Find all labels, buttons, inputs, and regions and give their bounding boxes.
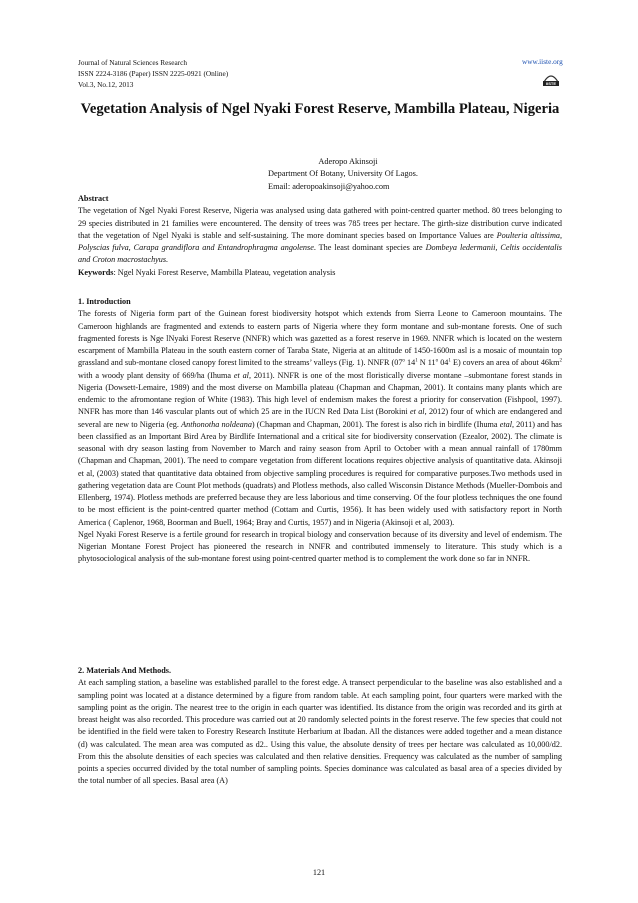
journal-url-link[interactable]: www.iiste.org xyxy=(522,57,563,66)
abstract-section xyxy=(78,193,562,279)
methods-section xyxy=(78,665,562,788)
paper-title: Vegetation Analysis of Ngel Nyaki Forest Reserve, Mambilla Plateau, Nigeria xyxy=(80,101,560,117)
journal-name: Journal of Natural Sciences Research xyxy=(78,58,188,67)
author-block xyxy=(268,156,468,193)
iiste-logo xyxy=(540,68,562,88)
logo-text: IISTE xyxy=(545,81,557,87)
journal-volume: Vol.3, No.12, 2013 xyxy=(78,80,134,89)
methods-paragraph: At each sampling station, a baseline was established parallel to the forest edge. A transect perpendicular to the baseline was also established and a sampling point was located at a distance determined by a figure from random table. At each sampling point, four quarters were marked with the sampling point as the origin. The nearest tree to the origin in each quarter was identified. Its distance from the origin was recorded and its girth at breast height was also recorded. This procedure was carried out at 20 randomly selected points in the forest reserve. The few species that could not be identified in the field were taken to Forestry Research Institute Herbarium at Ibadan. All the distances were added together and a mean distance (d) was calculated. The mean area was computed as d2.. Using this value, the absolute density of trees per hectare was calculated as 10,000/d2. From this the absolute densities of each species was calculated and then relative densities. Frequency was calculated as the number of sampling points a species occurred divided by the total number of sampling points. Species dominance was calculated as basal area of a species divided by the total number of all species. Basal area (A) xyxy=(78,678,562,786)
abstract-text: The vegetation of Ngel Nyaki Forest Reserve, Nigeria was analysed using data gathered with point-centred quarter method. 80 trees belonging to 29 species distributed in 21 families were encountered. The density of trees was 785 trees per hectare. The girth-size distribution curve indicated that the vegetation of Ngel Nyaki is stable and self-sustaining. The more dominant species based on Importance Values are Poulteria altissima, Polyscias fulva, Carapa grandiflora and Entandrophragma angolense. The least dominant species are Dombeya ledermanii, Celtis occidentalis and Croton macrostachyus. xyxy=(78,206,563,265)
journal-issn: ISSN 2224-3186 (Paper) ISSN 2225-0921 (Online) xyxy=(78,69,229,78)
introduction-section xyxy=(78,296,562,566)
introduction-paragraph-2: Ngel Nyaki Forest Reserve is a fertile ground for research in tropical biology and conservation because of its diversity and level of endemism. The Nigerian Montane Forest Project has pioneered the research in NNFR and contributed immensely to literature. This study which is a phytosociological analysis of the sub-montane forest using point-centred quarter method is to complement the work done so far in NNFR. xyxy=(78,529,562,564)
page-number: 121 xyxy=(312,868,326,877)
author-affiliation: Department Of Botany, University Of Lagos. xyxy=(268,169,418,179)
abstract-heading: Abstract xyxy=(78,194,109,203)
author-email: Email: aderopoakinsoji@yahoo.com xyxy=(268,181,390,191)
author-name: Aderopo Akinsoji xyxy=(318,157,378,166)
keywords: Keywords: Ngel Nyaki Forest Reserve, Mambilla Plateau, vegetation analysis xyxy=(78,267,336,277)
introduction-heading: 1. Introduction xyxy=(78,297,131,306)
introduction-paragraph-1: The forests of Nigeria form part of the Guinean forest biodiversity hotspot which extends from Sierra Leone to Cameroon mountains. The Cameroon highlands are fragmented and extends to eastern parts of Nigeria where they form montane and sub-montane forests. One of such fragmented forests is Nge lNyaki Forest Reserve (NNFR) which was gazetted as a forest reserve in 1969. NNFR which is located on the western escarpment of Mambilla Plateau in the south eastern corner of Taraba State, Nigeria at an altitude of 1450-1600m asl is a mosaic of mountain top grassland and sub-montane closed canopy forest limited to the streams’ valleys (Fig. 1). NNFR (07$^o$ $14^1$ N 11$^o$ $04^1$ E) covers an area of about $46km^2$ with a woody plant density of 669/ha (Ihuma et al, 2011). NNFR is one of the most floristically diverse montane –submontane forest stands in Nigeria (Dowsett-Lemaire, 1989) and the most diverse on Mambilla plateau (Chapman and Chapman, 2001). It contains many plants which are endemic to the afromontane region of White (1983). This high level of endemism makes the forest a priority for conservation (Fishpool, 1997). NNFR has more than 146 vascular plants out of which 25 are in the IUCN Red Data List (Borokini et al, 2012) four of which are endangered and several are new to Nigeria (eg. Anthonotha noldeana) (Chapman and Chapman, 2001). The forest is also rich in birdlife (Ihuma etal, 2011) and has been classified as an Important Bird Area by Birdlife International and a critical site for biodiversity conservation (Ezealor, 2002). The climate is seasonal with dry season lasting from November to March and rainy season from April to October with a mean annual rainfall of 1780mm (Chapman and Chapman, 2001). The need to compare vegetation from different locations requires objective analysis of quantitative data. Akinsoji et al, (2003) stated that quantitative data obtained from objective sampling procedures is required for comparative purposes.Two methods used in gathering vegetation data are Count Plot methods (quadrats) and Plotless methods, also called Wisconsin Distance Methods (Mueller-Dombois and Ellenberg, 1974). Plotless methods are preferred because they are less laborious and time conserving. Of the four plotless techniques the one found to be most efficient is the point-centred quarter method (Cottam and Curtis, 1956). It has been widely used with satisfactory report in North America ( Caplenor, 1968, Boorman and Buell, 1964; Bray and Curtis, 1957) and in Nigeria (Akinsoji et al, 2003). xyxy=(78,309,563,527)
methods-heading: 2. Materials And Methods. xyxy=(78,666,172,675)
